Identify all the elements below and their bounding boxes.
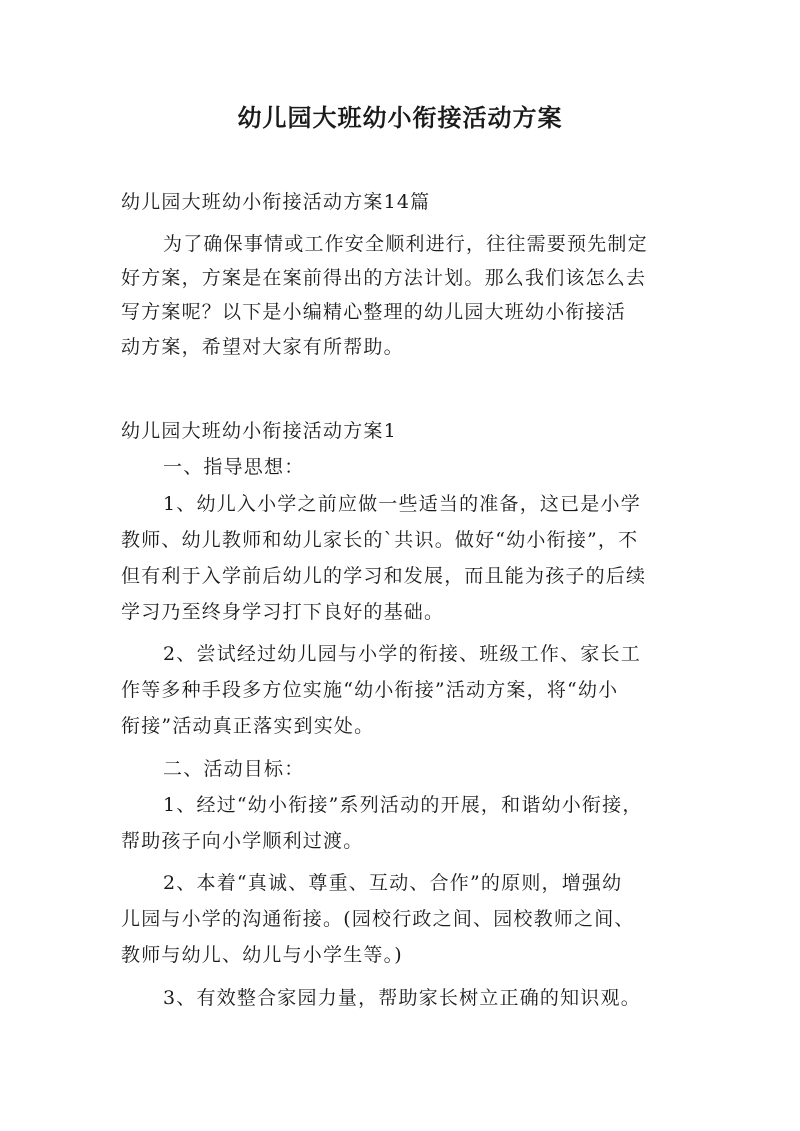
part2-heading: 二、活动目标： xyxy=(163,758,305,780)
part2-item3-line: 3、有效整合家园力量，帮助家长树立正确的知识观。 xyxy=(163,987,641,1009)
document-subtitle: 幼儿园大班幼小衔接活动方案14篇 xyxy=(121,191,431,213)
intro-line: 动方案，希望对大家有所帮助。 xyxy=(121,336,404,358)
section-heading: 幼儿园大班幼小衔接活动方案1 xyxy=(121,420,397,442)
part1-item1-line: 学习乃至终身学习打下良好的基础。 xyxy=(121,601,445,623)
intro-line: 写方案呢？以下是小编精心整理的幼儿园大班幼小衔接活 xyxy=(121,301,627,323)
intro-line: 为了确保事情或工作安全顺利进行，往往需要预先制定 xyxy=(163,233,648,255)
part2-item2-line: 教师与幼儿、幼儿与小学生等。) xyxy=(121,944,403,966)
part1-item2-line: 衔接”活动真正落实到实处。 xyxy=(121,715,375,737)
part1-item2-line: 2、尝试经过幼儿园与小学的衔接、班级工作、家长工 xyxy=(163,643,641,665)
part1-item1-line: 1、幼儿入小学之前应做一些适当的准备，这已是小学 xyxy=(163,493,641,515)
part1-item1-line: 教师、幼儿教师和幼儿家长的`共识。做好“幼小衔接”，不 xyxy=(121,529,639,551)
part2-item1-line: 帮助孩子向小学顺利过渡。 xyxy=(121,830,364,852)
intro-line: 好方案，方案是在案前得出的方法计划。那么我们该怎么去 xyxy=(121,267,647,289)
part1-heading: 一、指导思想： xyxy=(163,456,305,478)
document-title: 幼儿园大班幼小衔接活动方案 xyxy=(237,103,563,132)
part2-item1-line: 1、经过“幼小衔接”系列活动的开展，和谐幼小衔接， xyxy=(163,794,643,816)
part2-item2-line: 2、本着“真诚、尊重、互动、合作”的原则，增强幼 xyxy=(163,872,623,894)
part1-item1-line: 但有利于入学前后幼儿的学习和发展，而且能为孩子的后续 xyxy=(121,565,647,587)
part2-item2-line: 儿园与小学的沟通衔接。(园校行政之间、园校教师之间、 xyxy=(121,908,635,930)
part1-item2-line: 作等多种手段多方位实施“幼小衔接”活动方案，将“幼小 xyxy=(121,679,619,701)
